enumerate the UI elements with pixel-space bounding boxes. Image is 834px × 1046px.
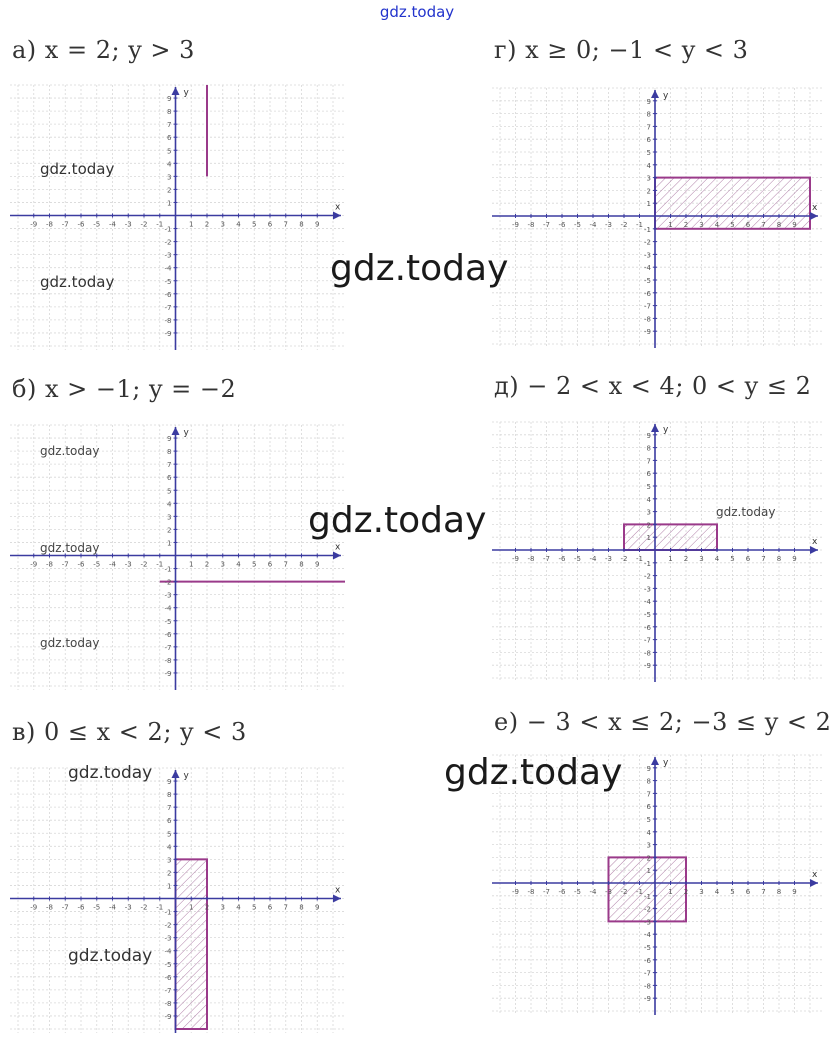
y-tick-label: 4 xyxy=(646,495,651,504)
x-tick-label: 5 xyxy=(730,888,735,896)
x-tick-label: -8 xyxy=(527,555,535,563)
x-tick-label: 8 xyxy=(299,903,304,912)
y-tick-label: -1 xyxy=(644,225,651,234)
y-tick-label: 2 xyxy=(646,854,651,863)
grid xyxy=(10,425,345,690)
x-tick-label: -3 xyxy=(605,221,612,229)
x-tick-label: 9 xyxy=(315,903,320,912)
x-tick-label: -7 xyxy=(543,888,550,896)
y-tick-label: 9 xyxy=(167,778,172,787)
grid xyxy=(492,422,822,682)
x-tick-label: -7 xyxy=(543,555,550,563)
x-tick-label: 8 xyxy=(299,560,304,569)
x-axis-label: x xyxy=(812,537,818,547)
graph-d xyxy=(492,422,822,682)
y-tick-label: 8 xyxy=(646,110,651,119)
x-tick-label: 1 xyxy=(189,560,194,569)
y-tick-label: -1 xyxy=(164,225,172,234)
y-tick-label: 6 xyxy=(167,474,172,483)
x-tick-label: 7 xyxy=(283,560,288,569)
x-tick-label: -5 xyxy=(574,888,581,896)
x-arrow xyxy=(333,552,341,560)
x-tick-label: 4 xyxy=(714,888,720,896)
x-tick-label: -1 xyxy=(636,555,643,563)
x-tick-label: 9 xyxy=(315,220,320,229)
watermark: gdz.today xyxy=(40,273,115,291)
x-tick-label: -4 xyxy=(109,560,116,569)
y-tick-label: 7 xyxy=(646,123,651,132)
x-tick-label: -3 xyxy=(605,555,612,563)
x-tick-label: -1 xyxy=(156,560,164,569)
x-tick-label: -7 xyxy=(543,221,550,229)
y-tick-label: -3 xyxy=(644,918,651,927)
y-tick-label: -6 xyxy=(644,623,651,632)
y-tick-label: 3 xyxy=(167,856,172,865)
y-tick-label: -3 xyxy=(164,934,172,943)
y-tick-label: -4 xyxy=(644,264,651,273)
y-tick-label: -7 xyxy=(644,302,651,311)
x-tick-label: -8 xyxy=(46,220,53,229)
y-axis-label: y xyxy=(663,425,669,435)
x-tick-label: -4 xyxy=(589,888,597,896)
x-tick-label: 2 xyxy=(204,560,210,569)
graph-e xyxy=(492,755,822,1015)
x-tick-label: 6 xyxy=(267,903,273,912)
x-arrow xyxy=(810,879,818,887)
y-tick-label: -7 xyxy=(164,986,172,995)
y-tick-label: 9 xyxy=(167,95,172,104)
watermark: gdz.today xyxy=(444,752,623,793)
x-tick-label: -9 xyxy=(30,560,38,569)
x-axis-label: x xyxy=(335,885,341,896)
x-tick-label: 4 xyxy=(236,903,241,912)
y-tick-label: 6 xyxy=(167,134,172,143)
x-tick-label: 1 xyxy=(668,888,673,896)
watermark: gdz.today xyxy=(68,763,153,783)
x-tick-label: 3 xyxy=(699,221,704,229)
y-tick-label: 9 xyxy=(646,97,651,106)
y-tick-label: 1 xyxy=(167,539,172,548)
y-tick-label: 7 xyxy=(167,461,172,470)
y-tick-label: 4 xyxy=(167,843,172,852)
x-tick-label: -3 xyxy=(124,220,132,229)
x-tick-label: -3 xyxy=(605,888,612,896)
x-tick-label: -2 xyxy=(620,888,628,896)
y-tick-label: 8 xyxy=(167,791,172,800)
y-arrow xyxy=(172,87,180,95)
x-tick-label: 6 xyxy=(267,220,273,229)
x-tick-label: 1 xyxy=(668,555,673,563)
x-tick-label: 7 xyxy=(761,555,766,563)
y-tick-label: -6 xyxy=(644,289,651,298)
y-tick-label: -8 xyxy=(644,649,651,658)
y-tick-label: 9 xyxy=(646,764,651,773)
x-tick-label: -9 xyxy=(30,220,38,229)
y-tick-label: -5 xyxy=(644,944,651,952)
x-tick-label: -7 xyxy=(61,560,69,569)
y-tick-label: 6 xyxy=(646,803,651,812)
x-tick-label: 1 xyxy=(189,903,194,912)
y-tick-label: -7 xyxy=(164,303,172,312)
x-tick-label: -9 xyxy=(30,903,38,912)
x-tick-label: 1 xyxy=(668,221,673,229)
x-tick-label: 4 xyxy=(714,221,720,229)
y-tick-label: 2 xyxy=(646,187,651,196)
x-tick-label: 8 xyxy=(776,555,782,563)
watermark: gdz.today xyxy=(716,505,776,519)
watermark: gdz.today xyxy=(40,444,100,458)
x-arrow xyxy=(333,895,341,903)
solution-region xyxy=(176,859,208,1029)
y-tick-label: 2 xyxy=(646,521,651,530)
watermark: gdz.today xyxy=(308,500,487,541)
x-tick-label: -6 xyxy=(558,888,566,896)
solution-region xyxy=(624,524,717,550)
x-tick-label: -1 xyxy=(636,221,643,229)
x-tick-label: 6 xyxy=(745,888,751,896)
x-tick-label: 8 xyxy=(776,888,782,896)
watermark: gdz.today xyxy=(40,160,115,178)
y-axis-label: y xyxy=(183,88,189,98)
y-tick-label: 8 xyxy=(167,448,172,457)
x-tick-label: -4 xyxy=(109,903,116,912)
watermark: gdz.today xyxy=(40,636,100,650)
y-tick-label: 7 xyxy=(167,804,172,813)
y-tick-label: -1 xyxy=(644,892,651,901)
y-tick-label: 2 xyxy=(167,526,172,535)
y-tick-label: 2 xyxy=(167,186,172,195)
y-tick-label: -2 xyxy=(644,238,651,247)
y-tick-label: -1 xyxy=(644,559,651,568)
x-tick-label: -2 xyxy=(620,221,628,229)
y-tick-label: -5 xyxy=(164,617,172,626)
task-label-a: а) x = 2; y > 3 xyxy=(12,36,195,64)
x-arrow xyxy=(333,212,341,220)
x-tick-label: -6 xyxy=(77,220,85,229)
y-tick-label: 3 xyxy=(167,513,172,522)
x-tick-label: 9 xyxy=(792,888,797,896)
x-tick-label: -5 xyxy=(93,560,101,569)
grid xyxy=(10,85,345,350)
y-tick-label: 9 xyxy=(646,431,651,440)
x-tick-label: -8 xyxy=(46,560,53,569)
y-tick-label: -2 xyxy=(644,572,651,581)
y-tick-label: -4 xyxy=(644,931,651,940)
x-tick-label: -8 xyxy=(527,221,535,229)
site-header[interactable]: gdz.today xyxy=(379,3,455,21)
y-arrow xyxy=(172,427,180,435)
y-tick-label: -9 xyxy=(164,1012,172,1021)
x-tick-label: 7 xyxy=(761,888,766,896)
y-tick-label: 8 xyxy=(646,777,651,786)
y-tick-label: -5 xyxy=(644,277,651,285)
x-tick-label: 6 xyxy=(745,221,751,229)
x-tick-label: 7 xyxy=(283,220,288,229)
y-tick-label: -5 xyxy=(164,277,172,286)
x-tick-label: -3 xyxy=(124,560,132,569)
x-tick-label: 2 xyxy=(683,888,689,896)
x-tick-label: 2 xyxy=(204,903,210,912)
task-label-v: в) 0 ≤ x < 2; y < 3 xyxy=(12,718,247,746)
y-tick-label: -2 xyxy=(644,905,651,914)
task-label-g: г) x ≥ 0; −1 < y < 3 xyxy=(494,36,749,64)
x-tick-label: -4 xyxy=(589,555,597,563)
y-tick-label: 8 xyxy=(646,444,651,453)
x-tick-label: 5 xyxy=(252,220,257,229)
x-tick-label: 4 xyxy=(714,555,720,563)
x-tick-label: 5 xyxy=(730,221,735,229)
y-tick-label: 2 xyxy=(167,869,172,878)
task-label-e: е) − 3 < x ≤ 2; −3 ≤ y < 2 xyxy=(494,708,832,736)
x-tick-label: 2 xyxy=(683,221,689,229)
y-arrow xyxy=(651,757,659,765)
x-tick-label: -9 xyxy=(512,888,519,896)
y-tick-label: -8 xyxy=(644,982,651,991)
x-tick-label: 8 xyxy=(776,221,782,229)
x-axis-label: x xyxy=(335,542,341,553)
x-tick-label: 3 xyxy=(699,888,704,896)
y-tick-label: 5 xyxy=(167,487,172,496)
y-tick-label: -9 xyxy=(644,328,651,337)
y-tick-label: 3 xyxy=(646,174,651,183)
y-tick-label: 4 xyxy=(167,160,172,169)
y-tick-label: -9 xyxy=(164,329,172,338)
y-tick-label: 3 xyxy=(167,173,172,182)
x-tick-label: -2 xyxy=(140,903,148,912)
watermark: gdz.today xyxy=(330,248,509,289)
y-tick-label: -1 xyxy=(164,908,172,917)
x-tick-label: -6 xyxy=(558,555,566,563)
y-tick-label: -6 xyxy=(164,290,172,299)
x-tick-label: 8 xyxy=(299,220,304,229)
y-arrow xyxy=(651,424,659,432)
y-tick-label: 1 xyxy=(646,534,651,543)
y-tick-label: -2 xyxy=(164,578,172,587)
x-tick-label: 3 xyxy=(220,220,225,229)
x-tick-label: 9 xyxy=(315,560,320,569)
y-tick-label: -8 xyxy=(164,656,172,665)
y-axis-label: y xyxy=(183,428,189,438)
y-tick-label: 4 xyxy=(167,500,172,509)
y-tick-label: 4 xyxy=(646,828,651,837)
y-tick-label: 1 xyxy=(646,200,651,209)
x-tick-label: -9 xyxy=(512,555,519,563)
x-arrow xyxy=(810,212,818,220)
x-tick-label: -2 xyxy=(140,220,148,229)
y-tick-label: 3 xyxy=(646,508,651,517)
x-tick-label: -6 xyxy=(558,221,566,229)
x-tick-label: -5 xyxy=(93,220,101,229)
x-tick-label: 4 xyxy=(236,560,241,569)
graph-a xyxy=(10,85,345,350)
x-tick-label: 1 xyxy=(189,220,194,229)
watermark: gdz.today xyxy=(40,541,100,555)
x-tick-label: -6 xyxy=(77,903,85,912)
y-tick-label: 6 xyxy=(646,470,651,479)
x-tick-label: 5 xyxy=(730,555,735,563)
x-tick-label: -3 xyxy=(124,903,132,912)
x-tick-label: 3 xyxy=(220,903,225,912)
y-tick-label: -2 xyxy=(164,238,172,247)
y-tick-label: 7 xyxy=(646,790,651,799)
x-tick-label: 2 xyxy=(683,555,689,563)
y-tick-label: -2 xyxy=(164,921,172,930)
y-tick-label: -4 xyxy=(164,604,172,613)
x-tick-label: 7 xyxy=(761,221,766,229)
x-tick-label: 5 xyxy=(252,903,257,912)
x-tick-label: -5 xyxy=(574,221,581,229)
x-tick-label: -7 xyxy=(61,220,69,229)
y-tick-label: -4 xyxy=(644,598,651,607)
graph-g xyxy=(492,88,822,348)
y-tick-label: 5 xyxy=(167,830,172,839)
y-tick-label: 5 xyxy=(646,816,651,824)
x-tick-label: -1 xyxy=(156,903,164,912)
x-tick-label: -2 xyxy=(140,560,148,569)
x-tick-label: -8 xyxy=(46,903,53,912)
y-tick-label: -6 xyxy=(164,973,172,982)
y-tick-label: -3 xyxy=(644,251,651,260)
x-tick-label: -5 xyxy=(93,903,101,912)
x-axis-label: x xyxy=(812,203,818,213)
x-tick-label: 7 xyxy=(283,903,288,912)
y-tick-label: 7 xyxy=(646,457,651,466)
y-tick-label: 1 xyxy=(167,882,172,891)
x-axis-label: x xyxy=(812,870,818,880)
x-tick-label: -5 xyxy=(574,555,581,563)
x-tick-label: 4 xyxy=(236,220,241,229)
x-tick-label: 9 xyxy=(792,555,797,563)
y-tick-label: 7 xyxy=(167,121,172,130)
x-arrow xyxy=(810,546,818,554)
y-tick-label: 5 xyxy=(646,483,651,491)
y-tick-label: -7 xyxy=(644,969,651,978)
y-tick-label: -3 xyxy=(164,251,172,260)
x-tick-label: -1 xyxy=(156,220,164,229)
x-tick-label: 3 xyxy=(699,555,704,563)
x-tick-label: 3 xyxy=(220,560,225,569)
y-tick-label: -9 xyxy=(644,662,651,671)
graph-b xyxy=(10,425,345,690)
task-label-d: д) − 2 < x < 4; 0 < y ≤ 2 xyxy=(494,372,812,400)
watermark: gdz.today xyxy=(68,946,153,966)
y-axis-label: y xyxy=(663,91,669,101)
y-tick-label: 6 xyxy=(646,136,651,145)
x-tick-label: -9 xyxy=(512,221,519,229)
x-tick-label: -7 xyxy=(61,903,69,912)
x-tick-label: -8 xyxy=(527,888,535,896)
y-tick-label: 6 xyxy=(167,817,172,826)
y-tick-label: -6 xyxy=(164,630,172,639)
y-tick-label: 4 xyxy=(646,161,651,170)
y-tick-label: -9 xyxy=(644,995,651,1004)
x-axis-label: x xyxy=(335,202,341,213)
y-tick-label: -4 xyxy=(164,947,172,956)
x-tick-label: -6 xyxy=(77,560,85,569)
y-tick-label: 3 xyxy=(646,841,651,850)
y-tick-label: -5 xyxy=(644,611,651,619)
task-label-b: б) x > −1; y = −2 xyxy=(12,375,237,403)
y-tick-label: 8 xyxy=(167,108,172,117)
y-tick-label: -7 xyxy=(644,636,651,645)
y-tick-label: -9 xyxy=(164,669,172,678)
y-tick-label: -8 xyxy=(164,999,172,1008)
y-arrow xyxy=(172,770,180,778)
y-axis-label: y xyxy=(183,771,189,781)
x-tick-label: 6 xyxy=(745,555,751,563)
y-tick-label: -5 xyxy=(164,960,172,969)
y-tick-label: -4 xyxy=(164,264,172,273)
x-tick-label: 2 xyxy=(204,220,210,229)
y-tick-label: -3 xyxy=(164,591,172,600)
y-tick-label: -3 xyxy=(644,585,651,594)
y-tick-label: -8 xyxy=(644,315,651,324)
y-tick-label: -1 xyxy=(164,565,172,574)
y-tick-label: 5 xyxy=(167,147,172,156)
x-tick-label: 5 xyxy=(252,560,257,569)
y-axis-label: y xyxy=(663,758,669,768)
y-tick-label: 9 xyxy=(167,435,172,444)
x-tick-label: -4 xyxy=(109,220,116,229)
y-tick-label: -8 xyxy=(164,316,172,325)
x-tick-label: -2 xyxy=(620,555,628,563)
graph-v xyxy=(10,768,345,1033)
x-tick-label: 9 xyxy=(792,221,797,229)
y-tick-label: -6 xyxy=(644,956,651,965)
y-arrow xyxy=(651,90,659,98)
x-tick-label: 6 xyxy=(267,560,273,569)
x-tick-label: -4 xyxy=(589,221,597,229)
y-tick-label: -7 xyxy=(164,643,172,652)
y-tick-label: 1 xyxy=(167,199,172,208)
y-tick-label: 5 xyxy=(646,149,651,157)
x-tick-label: -1 xyxy=(636,888,643,896)
y-tick-label: 1 xyxy=(646,867,651,876)
